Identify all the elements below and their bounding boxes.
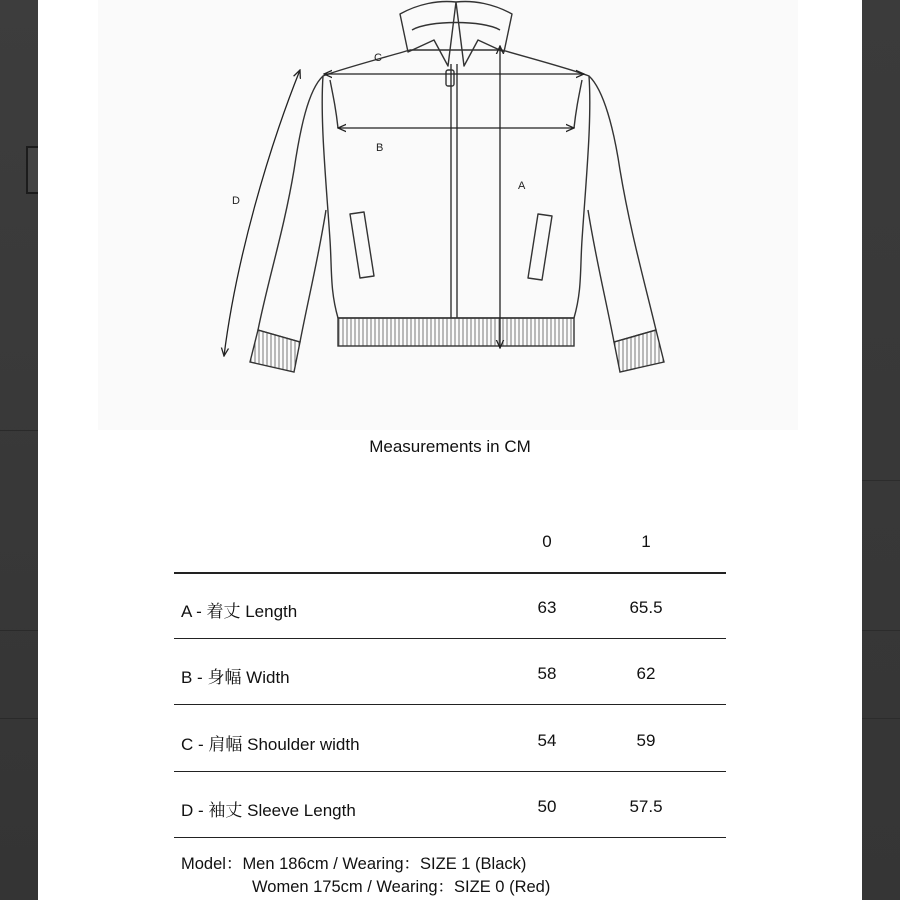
label-c: C: [374, 52, 382, 64]
measurements-heading: Measurements in CM: [369, 437, 531, 456]
table-row-divider: [174, 704, 726, 705]
background-divider: [0, 430, 38, 431]
table-row-divider: [174, 638, 726, 639]
background-divider: [0, 718, 38, 719]
row-sleeve-size-1: 57.5: [629, 797, 663, 816]
row-width-size-0: 58: [537, 664, 557, 683]
row-length-size-1: 65.5: [629, 598, 663, 617]
background-left: [0, 0, 38, 900]
size-chart-sheet: [38, 0, 862, 900]
background-right: [862, 0, 900, 900]
row-length-size-0: 63: [537, 598, 557, 617]
row-label-width: B - 身幅 Width: [181, 668, 290, 687]
row-shoulder-size-0: 54: [537, 731, 557, 750]
label-d: D: [232, 195, 240, 207]
model-note-women: Women 175cm / Wearing：SIZE 0 (Red): [252, 878, 551, 896]
model-note-men: Model：Men 186cm / Wearing：SIZE 1 (Black): [181, 855, 527, 873]
row-shoulder-size-1: 59: [636, 731, 656, 750]
jacket-diagram: [38, 0, 862, 430]
row-label-sleeve: D - 袖丈 Sleeve Length: [181, 801, 356, 820]
size-column-1-header: 1: [641, 532, 651, 551]
background-divider: [862, 480, 900, 481]
size-column-0-header: 0: [542, 532, 552, 551]
row-label-shoulder: C - 肩幅 Shoulder width: [181, 735, 360, 754]
background-divider: [862, 630, 900, 631]
background-divider: [0, 630, 38, 631]
row-width-size-1: 62: [636, 664, 656, 683]
label-a: A: [518, 180, 526, 192]
background-bracket-mark: [26, 146, 38, 194]
row-label-length: A - 着丈 Length: [181, 602, 298, 621]
table-row-divider: [174, 837, 726, 838]
background-divider: [862, 718, 900, 719]
ribbed-hem: [338, 318, 574, 346]
row-sleeve-size-0: 50: [537, 797, 557, 816]
table-header-rule: [174, 572, 726, 574]
table-row-divider: [174, 771, 726, 772]
label-b: B: [376, 142, 384, 154]
